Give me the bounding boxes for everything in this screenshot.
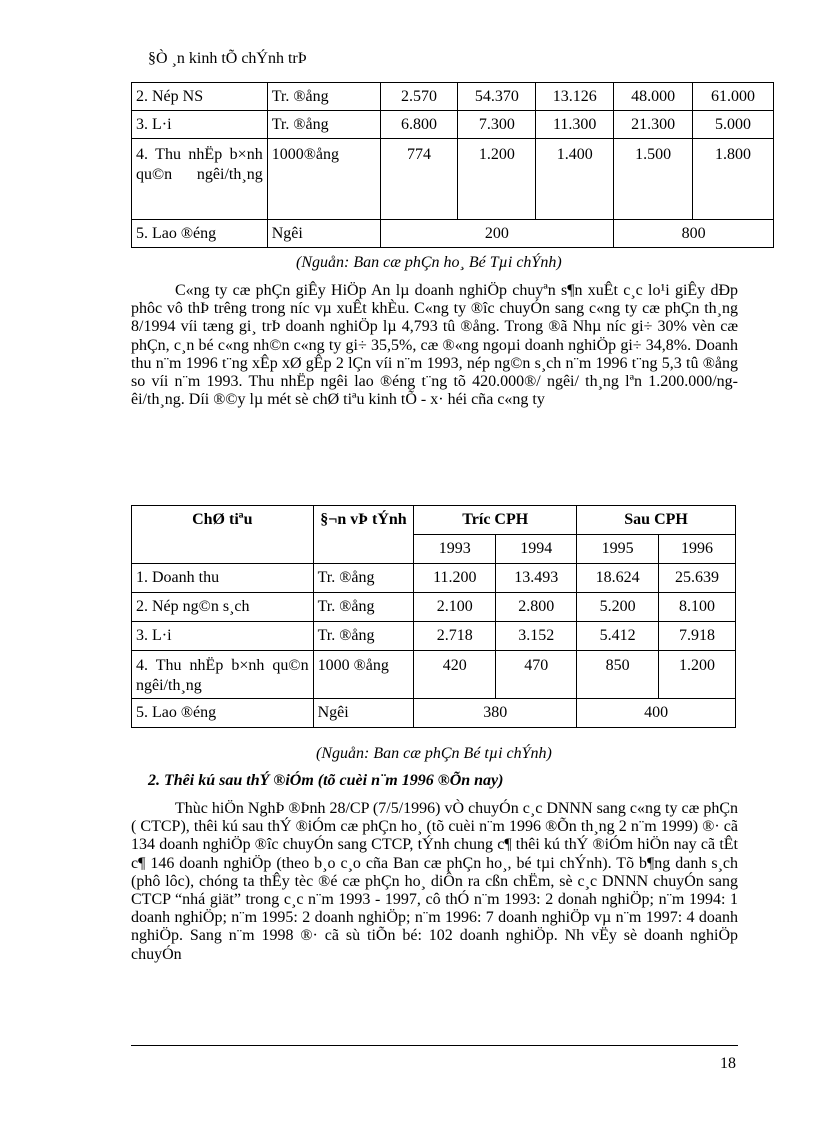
table-cell: 11.200 bbox=[414, 564, 496, 593]
section-heading: 2. Thêi kú sau thÝ ®iÓm (tõ cuèi n¨m 1996 ®Õn nay) bbox=[148, 772, 504, 789]
row-label: 1. Doanh thu bbox=[132, 564, 314, 593]
table-cell: 1.500 bbox=[614, 139, 693, 220]
table-row bbox=[132, 83, 774, 111]
table-cell: 21.300 bbox=[614, 111, 693, 139]
row-label: 3. L·i bbox=[132, 622, 314, 651]
table-cell: 774 bbox=[380, 139, 458, 220]
footer-divider bbox=[131, 1045, 738, 1046]
table-row bbox=[132, 564, 736, 593]
table-cell: 7.918 bbox=[659, 622, 736, 651]
row-label: 2. Nép ng©n s¸ch bbox=[132, 593, 314, 622]
table-cell: 54.370 bbox=[458, 83, 536, 111]
table-cell: 13.493 bbox=[496, 564, 577, 593]
table-cell: 2.718 bbox=[414, 622, 496, 651]
table-cell: 5.200 bbox=[577, 593, 659, 622]
table-cell: 1.400 bbox=[536, 139, 614, 220]
page-number: 18 bbox=[720, 1055, 736, 1072]
table-header-row bbox=[132, 506, 736, 535]
table-economic-indicators-1 bbox=[131, 82, 774, 248]
table-cell: 25.639 bbox=[659, 564, 736, 593]
table-cell: 420 bbox=[414, 651, 496, 699]
table-source-note: (Nguån: Ban cæ phÇn ho¸ Bé Tµi chÝnh) bbox=[296, 254, 562, 271]
column-header-group: Tríc CPH bbox=[414, 506, 577, 535]
row-label: 5. Lao ®éng bbox=[132, 220, 268, 248]
year-header: 1996 bbox=[659, 535, 736, 564]
row-label: 2. Nép NS bbox=[132, 83, 268, 111]
table-row bbox=[132, 651, 736, 699]
column-header-group: Sau CPH bbox=[577, 506, 736, 535]
row-unit: 1000 ®ång bbox=[313, 651, 414, 699]
table-cell: 7.300 bbox=[458, 111, 536, 139]
table-cell: 3.152 bbox=[496, 622, 577, 651]
body-paragraph: Thùc hiÖn NghÞ ®Þnh 28/CP (7/5/1996) vÒ chuyÓn c¸c DNNN sang c«ng ty cæ phÇn ( CTCP), thêi kú sau thÝ ®iÓm cæ phÇn ho¸ (tõ cuèi n¨m 1996 ®Õn th¸ng 2 n¨m 1999) ®· cã 134 doanh nghiÖp ®îc chuyÓn sang CTCP, tÝnh chung c¶ thêi kú thÝ ®iÓm hiÖn nay cã tÊt c¶ 146 doanh nghiÖp (theo b¸o c¸o cña Ban cæ phÇn ho¸, bé tµi chÝnh). Tõ b¶ng danh s¸ch (phô lôc), chóng ta thÊy tèc ®é cæ phÇn ho¸ diÔn ra cßn chËm, sè c¸c DNNN chuyÓn sang CTCP “nhá giät” trong c¸c n¨m 1993 - 1997, cô thÓ n¨m 1993: 2 donah nghiÖp; n¨m 1994: 1 doanh nghiÖp; n¨m 1995: 2 doanh nghiÖp; n¨m 1996: 7 doanh nghiÖp vµ n¨m 1997: 4 doanh nghiÖp. Sang n¨m 1998 ®· cã sù tiÕn bé: 102 doanh nghiÖp. Nh vËy sè doanh nghiÖp chuyÓn bbox=[131, 800, 738, 963]
row-unit: Tr. ®ång bbox=[267, 83, 380, 111]
table-cell-merged: 400 bbox=[577, 699, 736, 728]
table-cell-merged: 380 bbox=[414, 699, 577, 728]
row-unit: Tr. ®ång bbox=[313, 564, 414, 593]
table-row bbox=[132, 699, 736, 728]
row-label: 5. Lao ®éng bbox=[132, 699, 314, 728]
table-cell: 6.800 bbox=[380, 111, 458, 139]
row-label: 4. Thu nhËp b×nh qu©n ngêi/th¸ng bbox=[132, 139, 268, 220]
row-unit: Tr. ®ång bbox=[313, 622, 414, 651]
table-row bbox=[132, 139, 774, 220]
table-row bbox=[132, 622, 736, 651]
row-unit: Ngêi bbox=[313, 699, 414, 728]
column-header: ChØ tiªu bbox=[132, 506, 314, 564]
year-header: 1995 bbox=[577, 535, 659, 564]
table-cell: 2.100 bbox=[414, 593, 496, 622]
year-header: 1993 bbox=[414, 535, 496, 564]
table-row bbox=[132, 593, 736, 622]
table-cell: 48.000 bbox=[614, 83, 693, 111]
column-header: §¬n vÞ tÝnh bbox=[313, 506, 414, 564]
table-cell: 470 bbox=[496, 651, 577, 699]
table-cell: 11.300 bbox=[536, 111, 614, 139]
table-cell: 5.000 bbox=[693, 111, 774, 139]
table-cell-merged: 200 bbox=[380, 220, 614, 248]
table-row bbox=[132, 111, 774, 139]
table-source-note: (Nguån: Ban cæ phÇn Bé tµi chÝnh) bbox=[316, 745, 552, 762]
section-header: §Ò ¸n kinh tÕ chÝnh trÞ bbox=[148, 50, 307, 67]
row-unit: Tr. ®ång bbox=[267, 111, 380, 139]
table-cell: 1.200 bbox=[659, 651, 736, 699]
table-cell: 850 bbox=[577, 651, 659, 699]
body-paragraph: C«ng ty cæ phÇn giÊy HiÖp An lµ doanh nghiÖp chuyªn s¶n xuÊt c¸c lo¹i giÊy dÐp phôc vô thÞ trêng trong níc vµ xuÊt khÈu. C«ng ty ®îc chuyÓn sang c«ng ty cæ phÇn th¸ng 8/1994 víi tæng gi¸ trÞ doanh nghiÖp lµ 4,793 tû ®ång. Trong ®ã Nhµ níc gi÷ 30% vèn cæ phÇn, c¸n bé c«ng nh©n c«ng ty gi÷ 35,5%, cæ ®«ng ngoµi doanh nghiÖp gi÷ 34,8%. Doanh thu n¨m 1996 t¨ng xÊp xØ gÊp 2 lÇn víi n¨m 1993, nép ng©n s¸ch n¨m 1996 t¨ng 5,3 tû ®ång so víi n¨m 1993. Thu nhËp ngêi lao ®éng t¨ng tõ 420.000®/ ngêi/ th¸ng lªn 1.200.000/ngêi/th¸ng. Díi ®©y lµ mét sè chØ tiªu kinh tÕ - x· héi cña c«ng ty bbox=[131, 282, 738, 409]
table-cell: 2.800 bbox=[496, 593, 577, 622]
table-cell: 1.200 bbox=[458, 139, 536, 220]
row-label: 3. L·i bbox=[132, 111, 268, 139]
year-header: 1994 bbox=[496, 535, 577, 564]
table-cell-merged: 800 bbox=[614, 220, 774, 248]
table-cell: 5.412 bbox=[577, 622, 659, 651]
table-cell: 13.126 bbox=[536, 83, 614, 111]
table-economic-indicators-2 bbox=[131, 505, 736, 728]
table-cell: 61.000 bbox=[693, 83, 774, 111]
row-unit: Ngêi bbox=[267, 220, 380, 248]
table-cell: 2.570 bbox=[380, 83, 458, 111]
table-cell: 18.624 bbox=[577, 564, 659, 593]
table-cell: 8.100 bbox=[659, 593, 736, 622]
table-cell: 1.800 bbox=[693, 139, 774, 220]
table-row bbox=[132, 220, 774, 248]
row-label: 4. Thu nhËp b×nh qu©n ngêi/th¸ng bbox=[132, 651, 314, 699]
row-unit: 1000®ång bbox=[267, 139, 380, 220]
row-unit: Tr. ®ång bbox=[313, 593, 414, 622]
